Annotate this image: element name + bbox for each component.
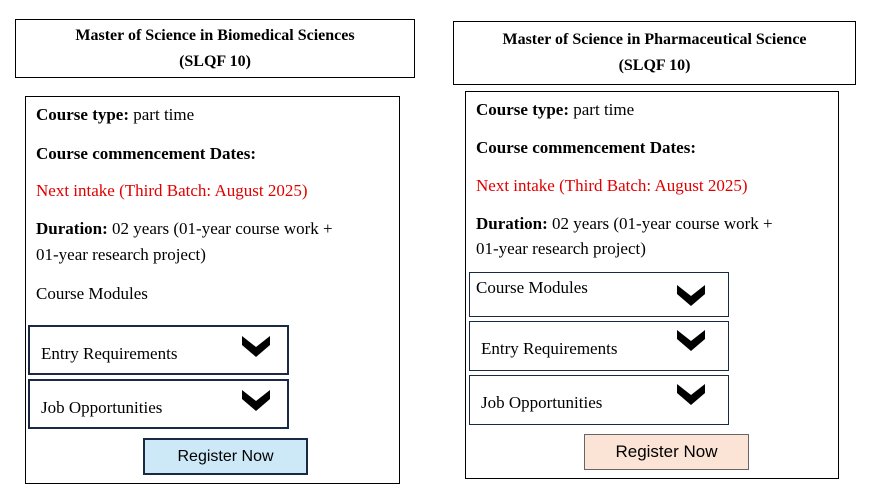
chevron-down-icon[interactable] bbox=[242, 390, 270, 412]
accordion-course-modules[interactable] bbox=[469, 272, 729, 317]
next-intake: Next intake (Third Batch: August 2025) bbox=[476, 176, 748, 195]
duration bbox=[476, 214, 773, 234]
duration-value: 02 years (01-year course work + bbox=[547, 214, 773, 233]
accordion-label: Entry Requirements bbox=[481, 339, 618, 358]
duration-label: Duration: bbox=[36, 219, 108, 238]
chevron-down-icon[interactable] bbox=[677, 384, 705, 406]
course-type-value: part time bbox=[569, 100, 635, 119]
next-intake: Next intake (Third Batch: August 2025) bbox=[36, 181, 308, 200]
accordion-label: Job Opportunities bbox=[481, 393, 603, 412]
accordion-label: Course Modules bbox=[476, 278, 588, 297]
chevron-down-icon[interactable] bbox=[242, 336, 270, 358]
register-now-button[interactable]: Register Now bbox=[143, 438, 308, 475]
commencement-dates bbox=[36, 144, 256, 164]
duration-label: Duration: bbox=[476, 214, 548, 233]
course-type bbox=[476, 100, 634, 120]
duration-value-line2: 01-year research project) bbox=[476, 239, 646, 258]
program-title-line2: (SLQF 10) bbox=[618, 57, 691, 74]
program-title-biomedical bbox=[15, 19, 415, 78]
course-type-label: Course type: bbox=[36, 105, 130, 124]
chevron-down-icon[interactable] bbox=[677, 330, 705, 352]
commencement-label: Course commencement Dates: bbox=[476, 138, 696, 157]
program-title-line2: (SLQF 10) bbox=[179, 52, 251, 70]
program-title-line1: Master of Science in Biomedical Sciences bbox=[75, 26, 355, 44]
accordion-label: Job Opportunities bbox=[41, 398, 163, 417]
program-title-pharmaceutical bbox=[453, 21, 856, 85]
course-modules-link[interactable]: Course Modules bbox=[36, 284, 148, 303]
course-type-value: part time bbox=[129, 105, 195, 124]
accordion-label: Entry Requirements bbox=[41, 344, 178, 363]
duration-value-line2: 01-year research project) bbox=[36, 245, 206, 264]
commencement-label: Course commencement Dates: bbox=[36, 144, 256, 163]
chevron-down-icon[interactable] bbox=[677, 285, 705, 307]
course-type bbox=[36, 105, 194, 125]
accordion-job-opportunities[interactable] bbox=[28, 379, 289, 429]
accordion-entry-requirements[interactable] bbox=[469, 321, 729, 371]
duration-value: 02 years (01-year course work + bbox=[107, 219, 333, 238]
commencement-dates bbox=[476, 138, 696, 158]
register-now-button[interactable]: Register Now bbox=[584, 434, 749, 470]
accordion-entry-requirements[interactable] bbox=[28, 325, 289, 375]
accordion-job-opportunities[interactable] bbox=[469, 375, 729, 425]
duration bbox=[36, 219, 333, 239]
program-title-line1: Master of Science in Pharmaceutical Science bbox=[502, 31, 807, 48]
course-type-label: Course type: bbox=[476, 100, 570, 119]
